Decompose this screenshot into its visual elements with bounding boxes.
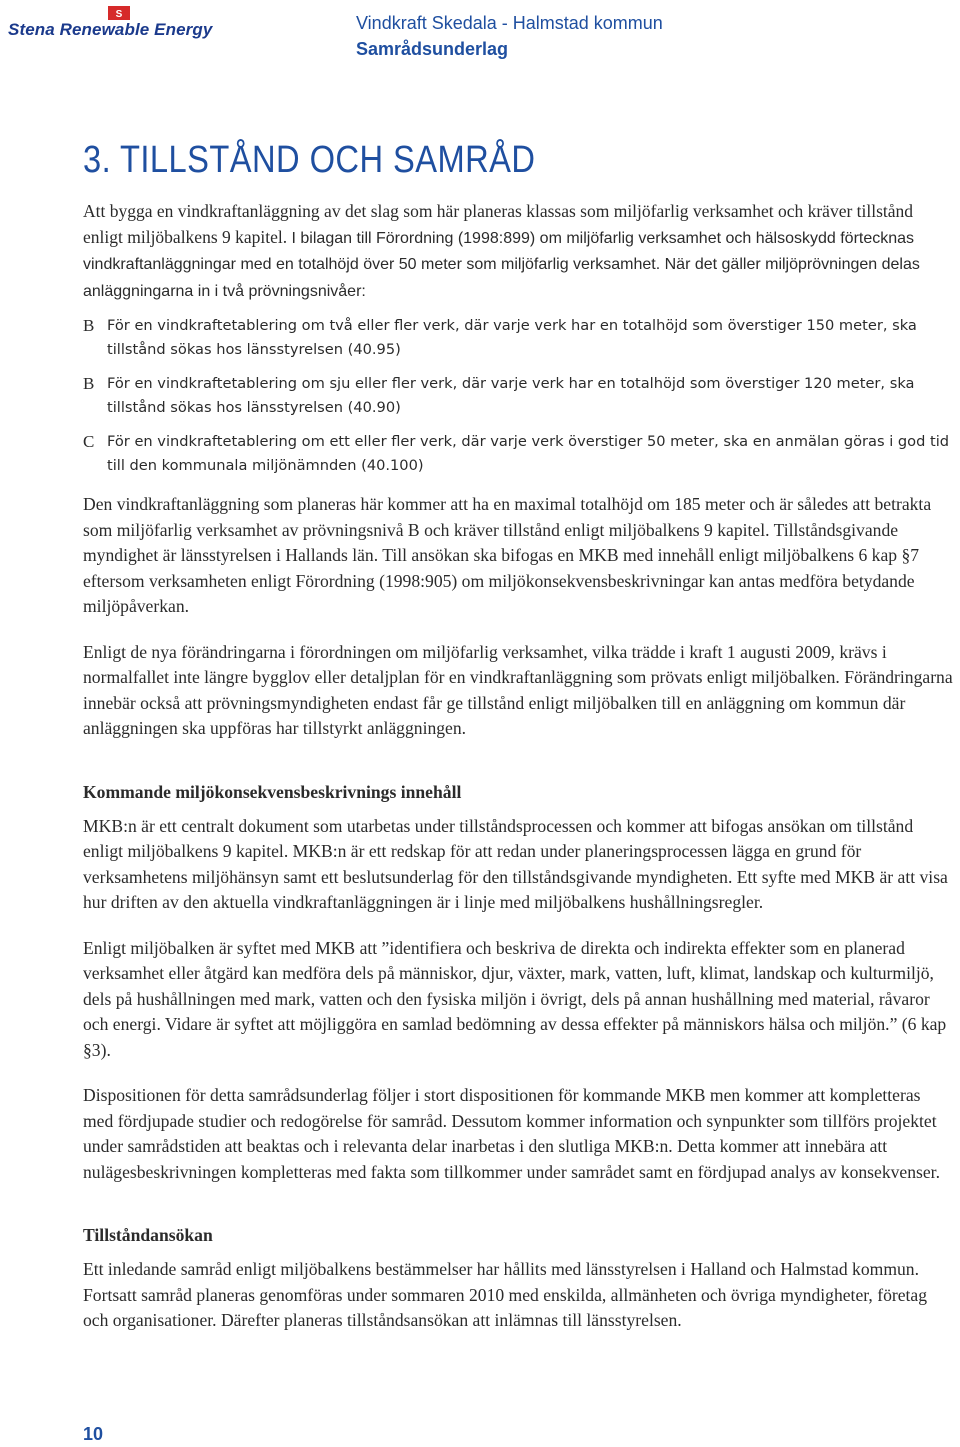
list-item-marker: B	[83, 374, 95, 393]
list-item-text: För en vindkraftetablering om två eller fler verk, där varje verk har en totalhöjd som överstiger 150 meter, ska tillstånd sökas hos länsstyrelsen (40.95)	[107, 317, 917, 358]
paragraph-height-permit: Den vindkraftanläggning som planeras här kommer att ha en maximal totalhöjd om 185 meter och är således att betrakta som miljöfarlig verksamhet av prövningsnivå B och kräver tillstånd enligt miljöbalkens 9 kapitel. Tillståndsgivande myndighet är länsstyrelsen i Hallands län. Till ansökan ska bifogas en MKB med innehåll enligt miljöbalkens 6 kap §7 eftersom verksamheten enligt Förordning (1998:905) om miljökonsekvensbeskrivningar kan antas medföra betydande miljöpåverkan.	[83, 494, 932, 616]
mkb-paragraph-1: MKB:n är ett centralt dokument som utarbetas under tillståndsprocessen och kommer att bifogas ansökan om tillstånd enligt miljöbalkens 9 kapitel. MKB:n är ett redskap för att redan under planeringsprocessen lägga en grund för verksamhetens miljöhänsyn samt ett beslutsunderlag för den tillståndsgivande myndigheten. Ett syfte med MKB är att visa hur driften av den aktuella vindkraftanläggningen är i linje med miljöbalkens hushållningsregler.	[83, 815, 948, 912]
logo-text: Stena Renewable Energy	[8, 20, 213, 39]
company-logo	[8, 6, 248, 40]
intro-sans-text: I bilagan till Förordning (1998:899) om miljöfarlig verksamhet och hälsoskydd förtecknas vindkraftanläggningar med en totalhöjd över 50 meter som miljöfarlig verksamhet. När det gäller miljöprövningen delas anläggningarna in i två prövningsnivåer:	[83, 229, 920, 300]
document-header	[356, 12, 663, 60]
list-item	[83, 430, 953, 478]
page-number: 10	[83, 1424, 104, 1444]
list-item	[83, 314, 953, 362]
intro-paragraph	[83, 199, 953, 304]
document-subtitle: Samrådsunderlag	[356, 39, 509, 59]
application-paragraph: Ett inledande samråd enligt miljöbalkens bestämmelser har hållits med länsstyrelsen i Halland och Halmstad kommun. Fortsatt samråd planeras genomföras under sommaren 2010 med enskilda, allmänheten och övriga myndigheter, företag och organisationer. Därefter planeras tillståndsansökan att inlämnas till länsstyrelsen.	[83, 1259, 928, 1330]
application-heading: Tillståndansökan	[83, 1225, 213, 1245]
review-levels-list	[83, 314, 953, 478]
paragraph-regulation-changes: Enligt de nya förändringarna i förordningen om miljöfarlig verksamhet, vilka trädde i kraft 1 augusti 2009, krävs i normalfallet inte längre bygglov eller detaljplan för en vindkraftanläggning som prövats enligt miljöbalken. Förändringarna innebär också att prövningsmyndigheten endast får ge tillstånd enligt miljöbalken till en anläggning om kommun där anläggningen ska uppföras har tillstyrkt anläggningen.	[83, 641, 953, 738]
main-content	[83, 138, 953, 1334]
list-item-marker: C	[83, 432, 95, 451]
svg-text:S: S	[115, 9, 123, 20]
list-item-text: För en vindkraftetablering om sju eller fler verk, där varje verk har en totalhöjd som överstiger 120 meter, ska tillstånd sökas hos länsstyrelsen (40.90)	[107, 375, 915, 416]
page-header	[0, 0, 960, 70]
mkb-paragraph-3: Dispositionen för detta samrådsunderlag följer i stort dispositionen för kommande MKB men kommer att kompletteras med fördjupade studier och redogörelse för samråd. Dessutom kommer information och synpunkter som tillförs projektet under samrådstiden att beaktas och i relevanta delar inarbetas i den slutliga MKB:n. Detta kommer att innebära att nulägesbeskrivningen kompletteras med fakta som tillkommer under samrådet samt en fördjupad analys av konsekvenser.	[83, 1085, 940, 1182]
list-item-text: För en vindkraftetablering om ett eller fler verk, där varje verk överstiger 50 meter, ska en anmälan göras i god tid till den kommunala miljönämnden (40.100)	[107, 433, 950, 474]
section-title: 3. TILLSTÅND OCH SAMRÅD	[83, 139, 536, 181]
document-title: Vindkraft Skedala - Halmstad kommun	[356, 13, 663, 33]
mkb-heading: Kommande miljökonsekvensbeskrivnings innehåll	[83, 781, 462, 802]
list-item-marker: B	[83, 316, 95, 335]
stena-flag-icon	[108, 6, 130, 20]
mkb-paragraph-2: Enligt miljöbalken är syftet med MKB att ”identifiera och beskriva de direkta och indirekta effekter som en planerad verksamhet eller åtgärd kan medföra dels på människor, djur, växter, mark, vatten, luft, klimat, landskap och kulturmiljö, dels på hushållningen med mark, vatten och den fysiska miljön i övrigt, dels på annan hushållning med material, råvaror och energi. Vidare är syftet att möjliggöra en samlad bedömning av dessa effekter på människors hälsa och miljön.” (6 kap §3).	[83, 937, 947, 1060]
intro-serif-text: Att bygga en vindkraftanläggning av det slag som här planeras klassas som miljöfarlig verksamhet och kräver tillstånd enligt miljöbalkens 9 kapitel.	[83, 201, 914, 247]
list-item	[83, 372, 953, 420]
